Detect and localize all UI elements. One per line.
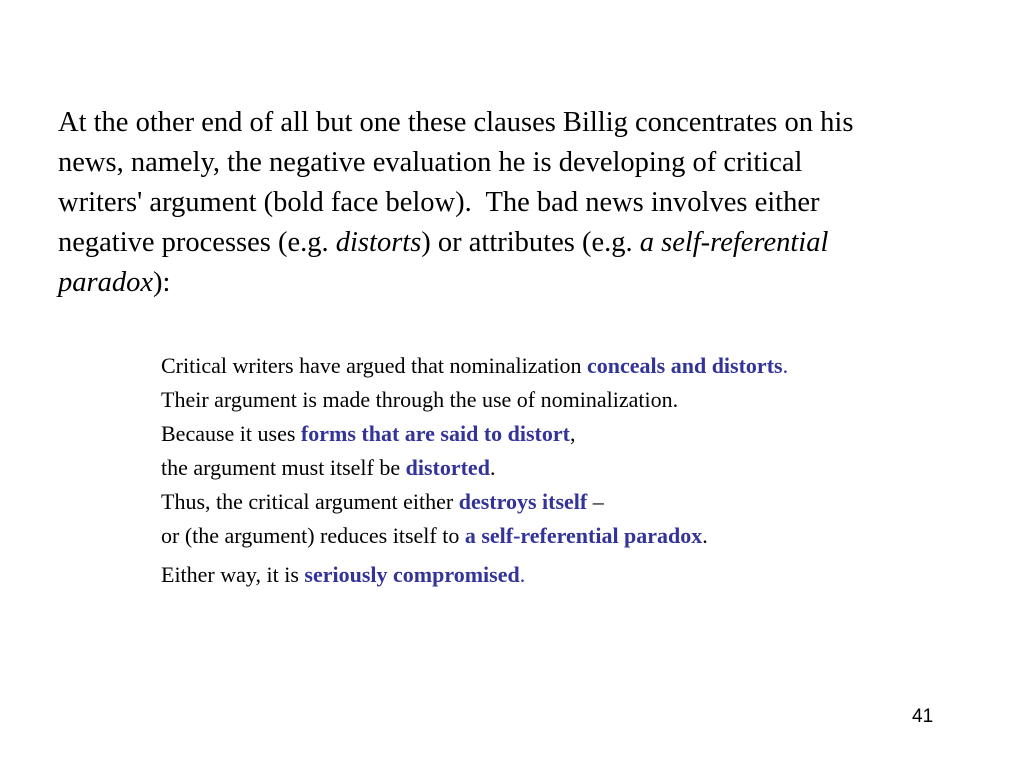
intro-line-4 bbox=[58, 223, 1018, 263]
quote-highlight: distorted bbox=[405, 455, 490, 480]
intro-text: negative processes (e.g. bbox=[58, 227, 336, 258]
quote-highlight: destroys itself bbox=[458, 489, 588, 514]
quote-highlight: seriously compromised bbox=[304, 562, 520, 587]
example-attribute-end: paradox bbox=[58, 267, 153, 298]
quote-line bbox=[161, 349, 1001, 383]
quote-text: Thus, the critical argument either bbox=[161, 489, 459, 514]
quote-punctuation: . bbox=[489, 455, 496, 480]
quote-punctuation: , bbox=[569, 421, 576, 446]
quote-text: or (the argument) reduces itself to bbox=[161, 523, 465, 548]
quote-text: Either way, it is bbox=[161, 562, 305, 587]
quote-line bbox=[161, 417, 1001, 451]
intro-line-3: writers' argument (bold face below). The bad news involves either bbox=[58, 187, 820, 218]
intro-line-1: At the other end of all but one these clauses Billig concentrates on his bbox=[58, 107, 854, 138]
intro-line-2: news, namely, the negative evaluation he is developing of critical bbox=[58, 147, 803, 178]
quote-line bbox=[161, 485, 1001, 519]
quote-line bbox=[161, 383, 1001, 417]
quote-line bbox=[161, 519, 1001, 553]
quote-highlight: conceals and distorts bbox=[587, 353, 783, 378]
quoted-argument bbox=[161, 349, 1001, 592]
quote-highlight: forms that are said to distort bbox=[300, 421, 570, 446]
quote-punctuation: – bbox=[587, 489, 604, 514]
page-number: 41 bbox=[912, 706, 934, 727]
quote-text: Their argument is made through the use of nominalization. bbox=[161, 387, 679, 412]
quote-punctuation: . bbox=[702, 523, 708, 548]
quote-line bbox=[161, 558, 1001, 592]
quote-highlight: a self-referential paradox bbox=[464, 523, 703, 548]
intro-text: ): bbox=[153, 267, 171, 298]
quote-line bbox=[161, 451, 1001, 485]
intro-line-5 bbox=[58, 263, 1018, 303]
quote-text: the argument must itself be bbox=[161, 455, 406, 480]
example-attribute: a self-referential bbox=[639, 227, 829, 258]
quote-text: Because it uses bbox=[161, 421, 301, 446]
intro-paragraph bbox=[58, 103, 1018, 303]
quote-text: Critical writers have argued that nominalization bbox=[161, 353, 588, 378]
quote-punctuation: . bbox=[519, 562, 526, 587]
example-process: distorts bbox=[335, 227, 422, 258]
intro-text: ) or attributes (e.g. bbox=[421, 227, 640, 258]
quote-punctuation: . bbox=[782, 353, 789, 378]
